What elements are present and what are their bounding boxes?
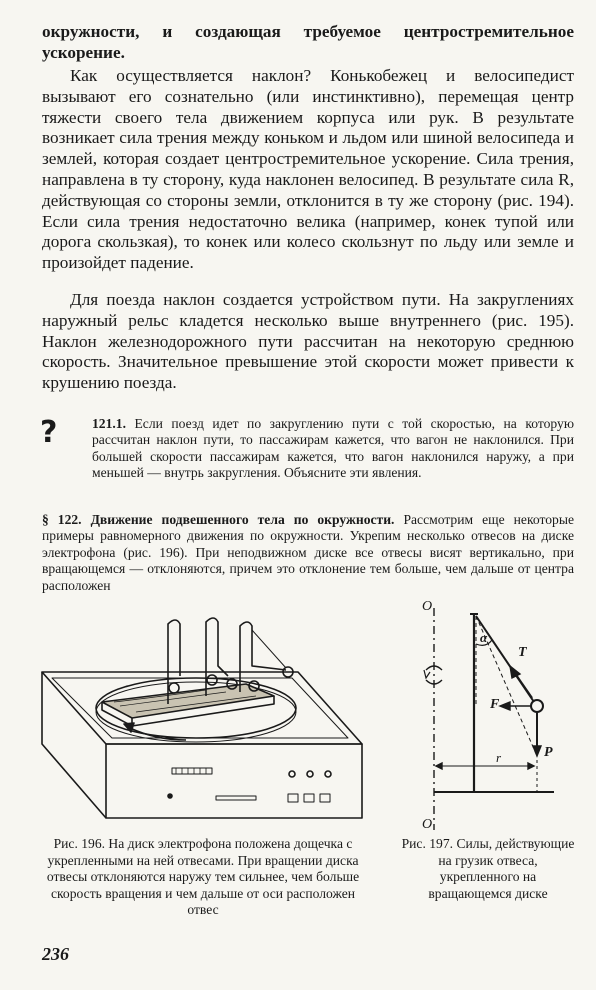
force-T-label: T [518,645,527,660]
angle-alpha-label: α [480,630,488,645]
figure-197-forces [414,596,574,834]
page-number: 236 [42,944,69,964]
question-block [92,416,574,482]
axis-top-label: O [422,599,433,614]
force-P-label: P [544,745,553,760]
question-text: Если поезд идет по закруглению пути с той скоростью, на которую рассчитан наклон пути, то пассажирам кажется, что вагон не наклонился. При большей скорости пассажирам кажется, что вагон наклонился наружу, а при меньшей — внутрь закругления. Объясните эти явления. [92,416,575,481]
paragraph-train: Для поезда наклон создается устройством пути. На закруглениях наружный рельс кладется несколько выше внутреннего (рис. 195). Наклон железнодорожного пути рассчитан на некоторую среднюю скорость. Значительное превышение этой скорости может привести к крушению поезда. [42,290,574,393]
caption-fig196: Рис. 196. На диск электрофона положена дощечка с укрепленными на ней отвесами. При вращении диска отвесы отклоняются наружу тем сильнее, чем больше скорость вращения и чем дальше от оси расположен отвес [46,836,360,918]
paragraph-continuation: окружности, и создающая требуемое центростремительное ускорение. [42,22,574,62]
force-F-label: F [490,697,500,712]
paragraph-incline: Как осуществляется наклон? Конькобежец и велосипедист вызывают его сознательно (или инстинктивно), перемещая центр тяжести своего тела движением корпуса или рук. В результате возникает сила трения между коньком и льдом или шиной велосипеда и землей, которая создает центростремительное ускорение. Сила трения, направлена в ту сторону, куда наклонен велосипед. В результате сила R, действующая со стороны земли, отклонится в ту же сторону (рис. 194). Если сила трения недостаточно велика (например, конек тупой или дорога скользкая), то конек или колесо скользнут по льду или земле и произойдет падение. [42,66,574,273]
axis-bottom-label: O [422,817,433,832]
question-number: 121.1. [92,416,126,431]
radius-r-label: r [496,750,502,765]
section-text: Рассмотрим еще некоторые примеры равномерного движения по окружности. Укрепим несколько отвесов на диске электрофона (рис. 196). При неподвижном диске все отвесы висят вертикально, при вращающемся — отклоняются, причем это отклонение тем больше, чем дальше от центра расположен [42,512,574,593]
figure-196-turntable [36,606,372,838]
caption-fig197: Рис. 197. Силы, действующие на грузик отвеса, укрепленного на вращающемся диске [401,836,575,901]
question-mark-icon: ? [40,415,58,450]
section-heading: § 122. Движение подвешенного тела по окружности. [42,512,395,527]
section-block [42,512,574,594]
